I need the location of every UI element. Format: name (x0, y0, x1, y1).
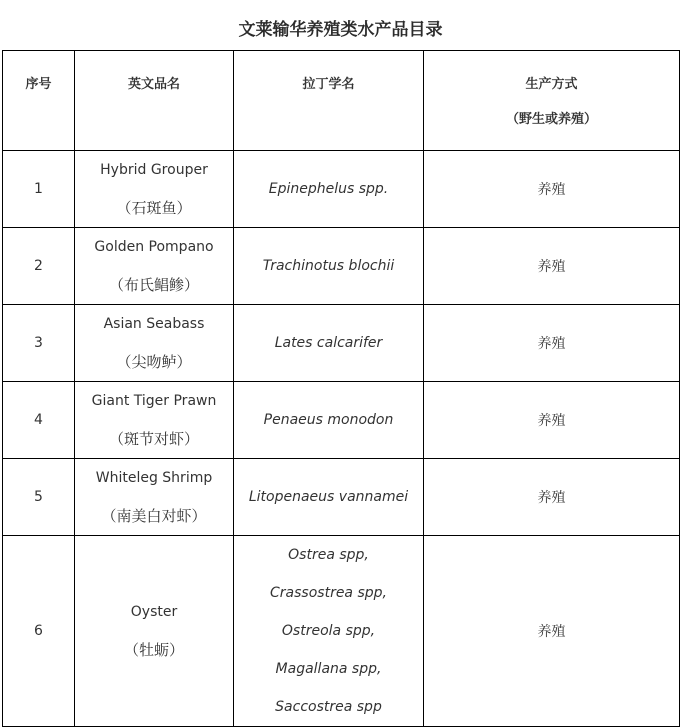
header-production-method-note: （野生或养殖） (505, 112, 597, 127)
table-row (3, 382, 680, 459)
english-name: Oyster (130, 604, 178, 620)
chinese-name: （石斑鱼） (116, 199, 192, 217)
row-production-method: 养殖 (424, 305, 680, 382)
row-production-method: 养殖 (424, 382, 680, 459)
table-row (3, 151, 680, 228)
row-latin-name: Trachinotus blochii (234, 228, 424, 305)
chinese-name: （布氏鲳鲹） (108, 276, 199, 294)
row-latin-names (234, 536, 424, 727)
table-header-row (3, 51, 680, 151)
table-row (3, 305, 680, 382)
row-english-name (75, 459, 234, 536)
row-production-method: 养殖 (424, 536, 680, 727)
row-production-method: 养殖 (424, 151, 680, 228)
latin-name: Ostrea spp, (288, 547, 369, 563)
row-index: 4 (3, 382, 75, 459)
row-english-name (75, 305, 234, 382)
header-latin-name (234, 51, 424, 151)
chinese-name: （南美白对虾） (101, 507, 207, 525)
row-english-name (75, 151, 234, 228)
header-english-name (75, 51, 234, 151)
row-production-method: 养殖 (424, 228, 680, 305)
row-latin-name: Litopenaeus vannamei (234, 459, 424, 536)
table-row (3, 536, 680, 727)
chinese-name: （尖吻鲈） (116, 353, 192, 371)
english-name: Hybrid Grouper (100, 162, 208, 178)
header-production-method (424, 51, 680, 151)
chinese-name: （牡蛎） (123, 641, 184, 659)
header-index (3, 51, 75, 151)
latin-name: Magallana spp, (275, 661, 382, 677)
english-name: Giant Tiger Prawn (91, 393, 217, 409)
header-index-label: 序号 (25, 77, 52, 92)
english-name: Golden Pompano (94, 239, 214, 255)
row-english-name (75, 382, 234, 459)
latin-name: Crassostrea spp, (270, 585, 387, 601)
header-production-method-label: 生产方式 (525, 77, 578, 92)
row-index: 5 (3, 459, 75, 536)
aquatic-products-table (2, 50, 680, 727)
row-latin-name: Penaeus monodon (234, 382, 424, 459)
row-index: 1 (3, 151, 75, 228)
table-row (3, 228, 680, 305)
row-production-method: 养殖 (424, 459, 680, 536)
row-latin-name: Epinephelus spp. (234, 151, 424, 228)
document-title: 文莱输华养殖类水产品目录 (238, 20, 443, 40)
english-name: Asian Seabass (103, 316, 205, 332)
row-latin-name: Lates calcarifer (234, 305, 424, 382)
english-name: Whiteleg Shrimp (95, 470, 213, 486)
header-latin-name-label: 拉丁学名 (302, 77, 355, 92)
row-index: 2 (3, 228, 75, 305)
row-index: 3 (3, 305, 75, 382)
latin-name: Ostreola spp, (281, 623, 376, 639)
table-row (3, 459, 680, 536)
header-english-name-label: 英文品名 (127, 77, 180, 92)
row-english-name (75, 536, 234, 727)
row-index: 6 (3, 536, 75, 727)
latin-name: Saccostrea spp (275, 699, 382, 715)
row-english-name (75, 228, 234, 305)
chinese-name: （斑节对虾） (108, 430, 199, 448)
